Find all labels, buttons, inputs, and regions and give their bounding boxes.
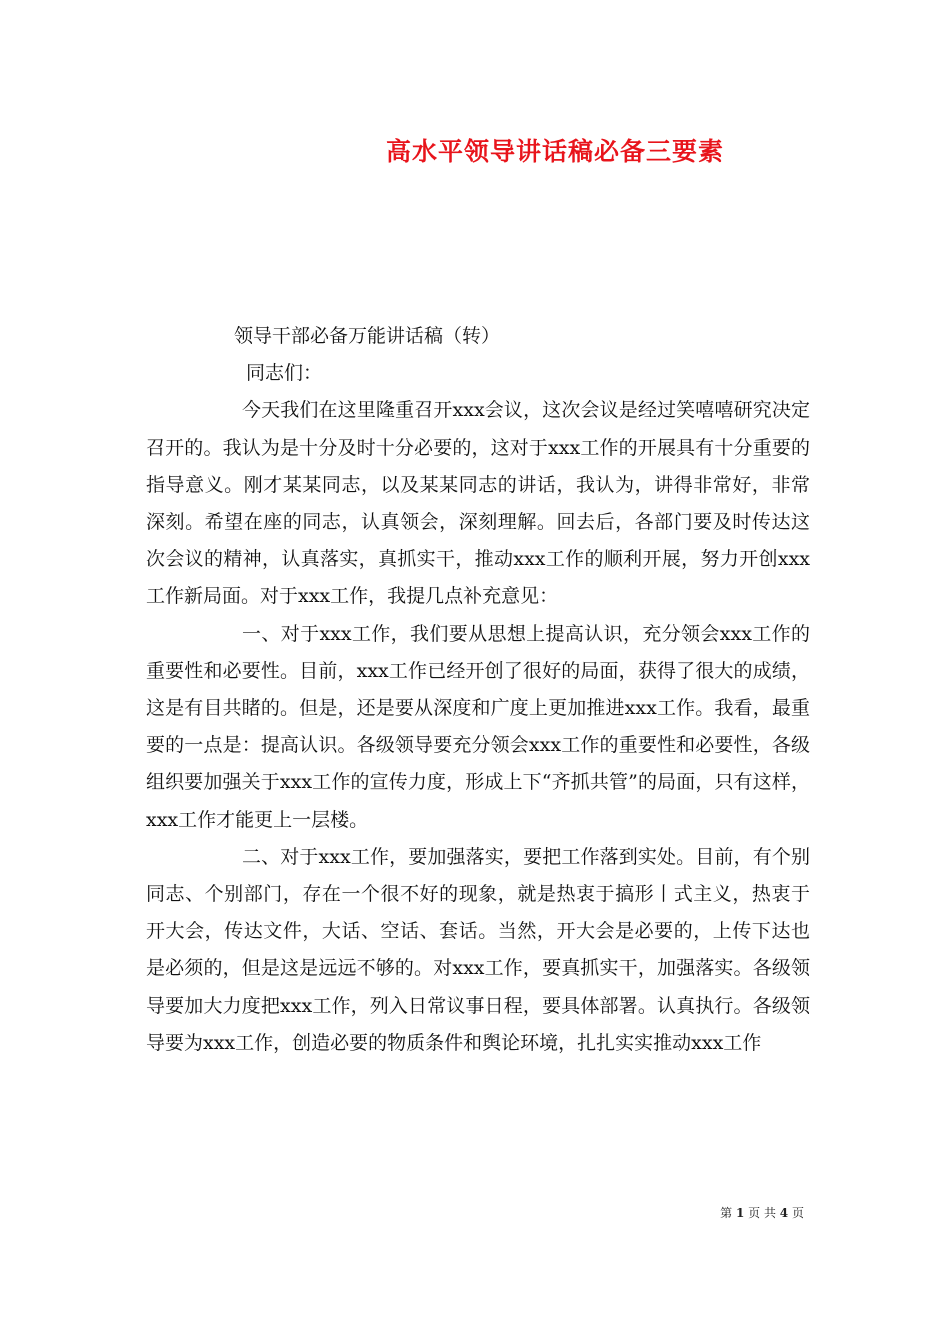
paragraph-intro: 今天我们在这里隆重召开xxx会议，这次会议是经过笑嘻嘻研究决定召开的。我认为是十分及时十分必要的，这对于xxx工作的开展具有十分重要的指导意义。刚才某某同志，以及某某同志的讲话，我认为，讲得非常好，非常深刻。希望在座的同志，认真领会，深刻理解。回去后，各部门要及时传达这次会议的精神，认真落实，真抓实干，推动xxx工作的顺利开展，努力开创xxx工作新局面。对于xxx工作，我提几点补充意见：: [146, 399, 810, 608]
document-body: [146, 318, 810, 1062]
paragraph-point-one: 一、对于xxx工作，我们要从思想上提高认识，充分领会xxx工作的重要性和必要性。目前，xxx工作已经开创了很好的局面，获得了很大的成绩，这是有目共睹的。但是，还是要从深度和广度上更加推进xxx工作。我看，最重要的一点是：提高认识。各级领导要充分领会xxx工作的重要性和必要性，各级组织要加强关于xxx工作的宣传力度，形成上下“齐抓共管”的局面，只有这样，xxx工作才能更上一层楼。: [146, 622, 810, 831]
current-page-number: 1: [735, 1206, 745, 1220]
footer-middle: 页 共: [748, 1206, 776, 1220]
document-title: 高水平领导讲话稿必备三要素: [385, 137, 724, 166]
footer-prefix: 第: [720, 1206, 733, 1220]
total-page-count: 4: [779, 1206, 789, 1220]
paragraph-point-two: 二、对于xxx工作，要加强落实，要把工作落到实处。目前，有个别同志、个别部门，存在一个很不好的现象，就是热衷于搞形丨式主义，热衷于开大会，传达文件，大话、空话、套话。当然，开大会是必要的，上传下达也是必须的，但是这是远远不够的。对xxx工作，要真抓实干，加强落实。各级领导要加大力度把xxx工作，列入日常议事日程，要具体部署。认真执行。各级领导要为xxx工作，创造必要的物质条件和舆论环境，扎扎实实推动xxx工作: [146, 845, 810, 1054]
greeting: 同志们：: [246, 362, 323, 385]
page-footer: [0, 1204, 950, 1221]
document-subtitle: 领导干部必备万能讲话稿（转）: [234, 325, 501, 347]
footer-suffix: 页: [791, 1206, 804, 1220]
